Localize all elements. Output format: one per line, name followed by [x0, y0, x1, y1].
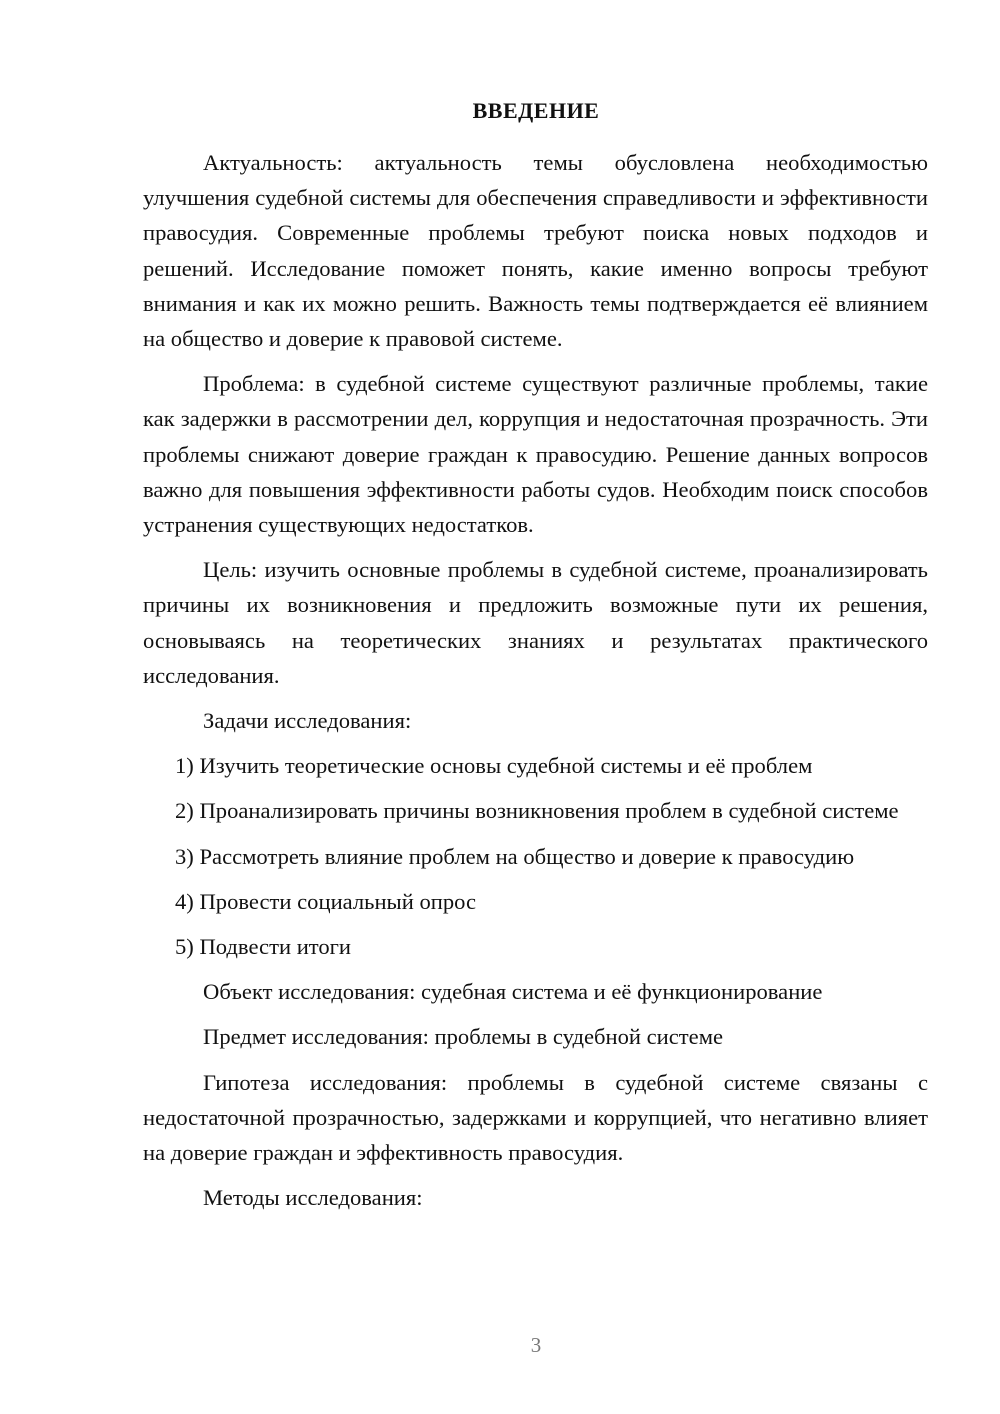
- task-item-5: 5) Подвести итоги: [175, 934, 352, 960]
- task-item-1: 1) Изучить теоретические основы судебной системы и её проблем: [175, 753, 813, 779]
- document-body: [143, 145, 928, 1215]
- methods-heading: Методы исследования:: [203, 1185, 423, 1211]
- page-title: ВВЕДЕНИЕ: [472, 98, 600, 123]
- paragraph-relevance: Актуальность: актуальность темы обусловлена необходимостью улучшения судебной системы для обеспечения справедливости и эффективности правосудия. Современные проблемы требуют поиска новых подходов и решений. Исследование поможет понять, какие именно вопросы требуют внимания и как их можно решить. Важность темы подтверждается её влиянием на общество и доверие к правовой системе.: [143, 150, 928, 352]
- paragraph-goal: Цель: изучить основные проблемы в судебной системе, проанализировать причины их возникновения и предложить возможные пути их решения, основываясь на теоретических знаниях и результатах практического исследования.: [143, 557, 928, 688]
- paragraph-subject: Предмет исследования: проблемы в судебной системе: [203, 1024, 724, 1050]
- task-item-2: 2) Проанализировать причины возникновения проблем в судебной системе: [175, 798, 899, 824]
- task-item-4: 4) Провести социальный опрос: [175, 888, 477, 914]
- paragraph-object: Объект исследования: судебная система и её функционирование: [203, 979, 823, 1005]
- paragraph-hypothesis: Гипотеза исследования: проблемы в судебной системе связаны с недостаточной прозрачностью, задержками и коррупцией, что негативно влияет на доверие граждан и эффективность правосудия.: [143, 1069, 928, 1166]
- page-number: 3: [530, 1333, 542, 1357]
- tasks-heading: Задачи исследования:: [203, 708, 412, 734]
- paragraph-problem: Проблема: в судебной системе существуют различные проблемы, такие как задержки в рассмотрении дел, коррупция и недостаточная прозрачность. Эти проблемы снижают доверие граждан к правосудию. Решение данных вопросов важно для повышения эффективности работы судов. Необходим поиск способов устранения существующих недостатков.: [143, 371, 928, 538]
- task-item-3: 3) Рассмотреть влияние проблем на общество и доверие к правосудию: [175, 843, 855, 869]
